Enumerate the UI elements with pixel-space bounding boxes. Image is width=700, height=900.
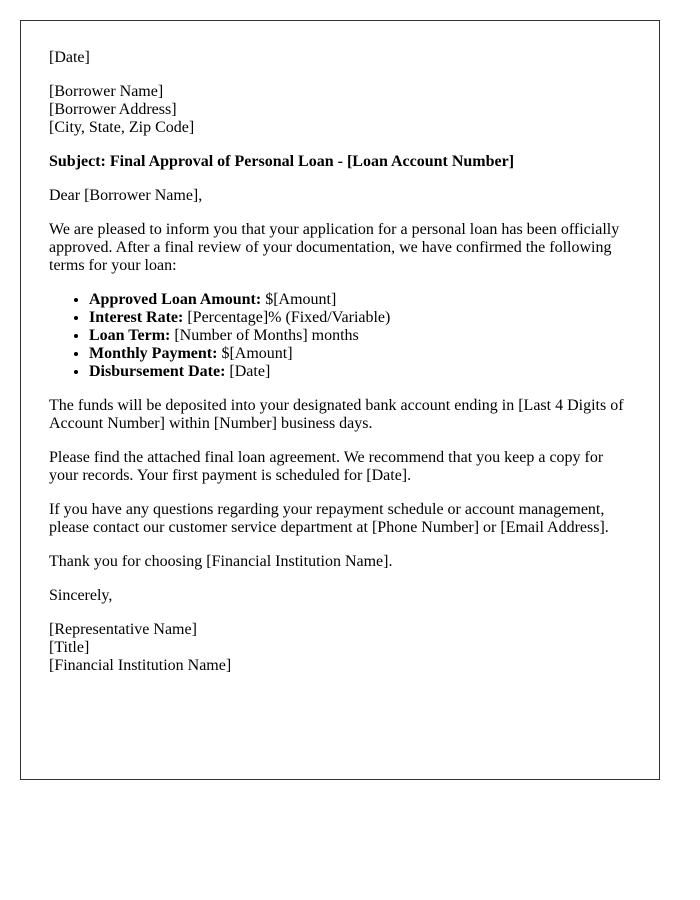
signature-block bbox=[49, 621, 631, 675]
thanks-paragraph: Thank you for choosing [Financial Institution Name]. bbox=[49, 553, 393, 570]
term-item-monthly-payment bbox=[89, 345, 631, 363]
term-item-loan-amount bbox=[89, 291, 631, 309]
closing: Sincerely, bbox=[49, 587, 113, 604]
term-value: [Percentage]% (Fixed/Variable) bbox=[183, 309, 391, 326]
term-value: [Number of Months] months bbox=[170, 327, 359, 344]
term-label: Disbursement Date: bbox=[89, 363, 226, 380]
term-label: Loan Term: bbox=[89, 327, 171, 344]
recipient-address: [Borrower Address] bbox=[49, 101, 177, 118]
subject-line: Subject: Final Approval of Personal Loan - [Loan Account Number] bbox=[49, 153, 515, 170]
salutation: Dear [Borrower Name], bbox=[49, 187, 203, 204]
term-value: $[Amount] bbox=[217, 345, 293, 362]
agreement-paragraph: Please find the attached final loan agreement. We recommend that you keep a copy for your records. Your first payment is scheduled for [Date]. bbox=[49, 449, 604, 484]
signature-institution: [Financial Institution Name] bbox=[49, 657, 232, 674]
term-value: [Date] bbox=[225, 363, 271, 380]
intro-paragraph: We are pleased to inform you that your application for a personal loan has been officially approved. After a final review of your documentation, we have confirmed the following terms for your loan: bbox=[49, 221, 620, 274]
recipient-name: [Borrower Name] bbox=[49, 83, 164, 100]
term-item-loan-term bbox=[89, 327, 631, 345]
term-label: Interest Rate: bbox=[89, 309, 184, 326]
signature-title: [Title] bbox=[49, 639, 90, 656]
letter-date bbox=[49, 49, 631, 67]
term-label: Monthly Payment: bbox=[89, 345, 218, 362]
loan-terms-list bbox=[49, 291, 631, 381]
recipient-address-block bbox=[49, 83, 631, 137]
term-value: $[Amount] bbox=[261, 291, 337, 308]
contact-paragraph: If you have any questions regarding your repayment schedule or account management, please contact our customer service department at [Phone Number] or [Email Address]. bbox=[49, 501, 609, 536]
signature-name: [Representative Name] bbox=[49, 621, 197, 638]
deposit-paragraph: The funds will be deposited into your designated bank account ending in [Last 4 Digits of Account Number] within [Number] business days. bbox=[49, 397, 624, 432]
term-label: Approved Loan Amount: bbox=[89, 291, 262, 308]
date-text: [Date] bbox=[49, 49, 90, 66]
recipient-city-state-zip: [City, State, Zip Code] bbox=[49, 119, 195, 136]
term-item-interest-rate bbox=[89, 309, 631, 327]
loan-approval-letter bbox=[20, 20, 660, 780]
term-item-disbursement-date bbox=[89, 363, 631, 381]
